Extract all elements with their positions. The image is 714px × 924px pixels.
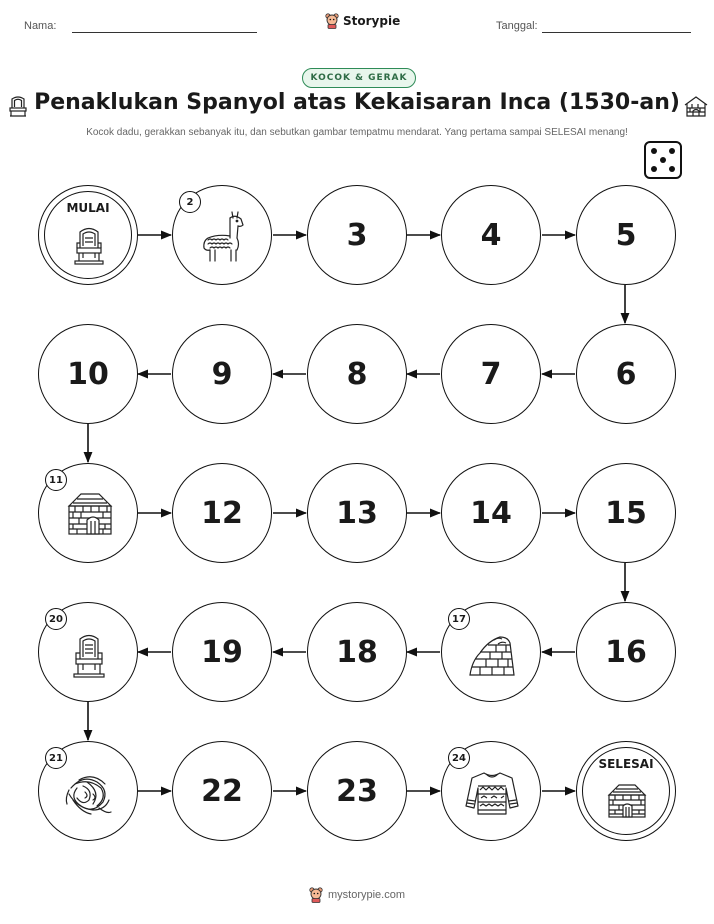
space-8[interactable]: 8 (307, 324, 407, 424)
date-label: Tanggal: (496, 20, 538, 32)
space-3[interactable]: 3 (307, 185, 407, 285)
space-15[interactable]: 15 (576, 463, 676, 563)
space-22[interactable]: 22 (172, 741, 272, 841)
activity-badge: KOCOK & GERAK (302, 68, 416, 88)
space-21[interactable] (38, 741, 138, 841)
space-20-label: 20 (45, 608, 67, 630)
space-6[interactable]: 6 (576, 324, 676, 424)
space-2-label: 2 (179, 191, 201, 213)
throne-icon (72, 631, 106, 679)
space-2[interactable] (172, 185, 272, 285)
space-4[interactable]: 4 (441, 185, 541, 285)
name-label: Nama: (24, 20, 57, 32)
page-title: Penaklukan Spanyol atas Kekaisaran Inca (1530-an) (34, 90, 680, 115)
throne-icon (73, 224, 105, 266)
space-20[interactable] (38, 602, 138, 702)
space-17[interactable] (441, 602, 541, 702)
space-24-label: 24 (448, 747, 470, 769)
space-7[interactable]: 7 (441, 324, 541, 424)
space-17-label: 17 (448, 608, 470, 630)
llama-icon (200, 208, 248, 264)
storypie-logo-icon (309, 887, 323, 903)
yarn-quipu-icon (63, 768, 115, 818)
space-9[interactable]: 9 (172, 324, 272, 424)
space-5[interactable]: 5 (576, 185, 676, 285)
space-start-label: MULAI (66, 201, 110, 215)
stone-house-icon (63, 490, 117, 538)
space-finish[interactable] (576, 741, 676, 841)
stone-wall-icon (466, 631, 520, 679)
brand-name: Storypie (343, 14, 401, 28)
space-14[interactable]: 14 (441, 463, 541, 563)
stone-house-icon (605, 782, 649, 820)
space-18[interactable]: 18 (307, 602, 407, 702)
space-start[interactable] (38, 185, 138, 285)
space-21-label: 21 (45, 747, 67, 769)
space-23[interactable]: 23 (307, 741, 407, 841)
space-10[interactable]: 10 (38, 324, 138, 424)
footer (0, 887, 714, 903)
footer-url[interactable]: mystorypie.com (327, 889, 406, 901)
instructions: Kocok dadu, gerakkan sebanyak itu, dan sebutkan gambar tempatmu mendarat. Yang pertama sampai SELESAI menang! (86, 127, 628, 138)
space-12[interactable]: 12 (172, 463, 272, 563)
space-24[interactable] (441, 741, 541, 841)
space-19[interactable]: 19 (172, 602, 272, 702)
space-16[interactable]: 16 (576, 602, 676, 702)
space-13[interactable]: 13 (307, 463, 407, 563)
space-11-label: 11 (45, 469, 67, 491)
sweater-icon (464, 770, 520, 816)
space-11[interactable] (38, 463, 138, 563)
space-finish-label: SELESAI (598, 757, 654, 771)
